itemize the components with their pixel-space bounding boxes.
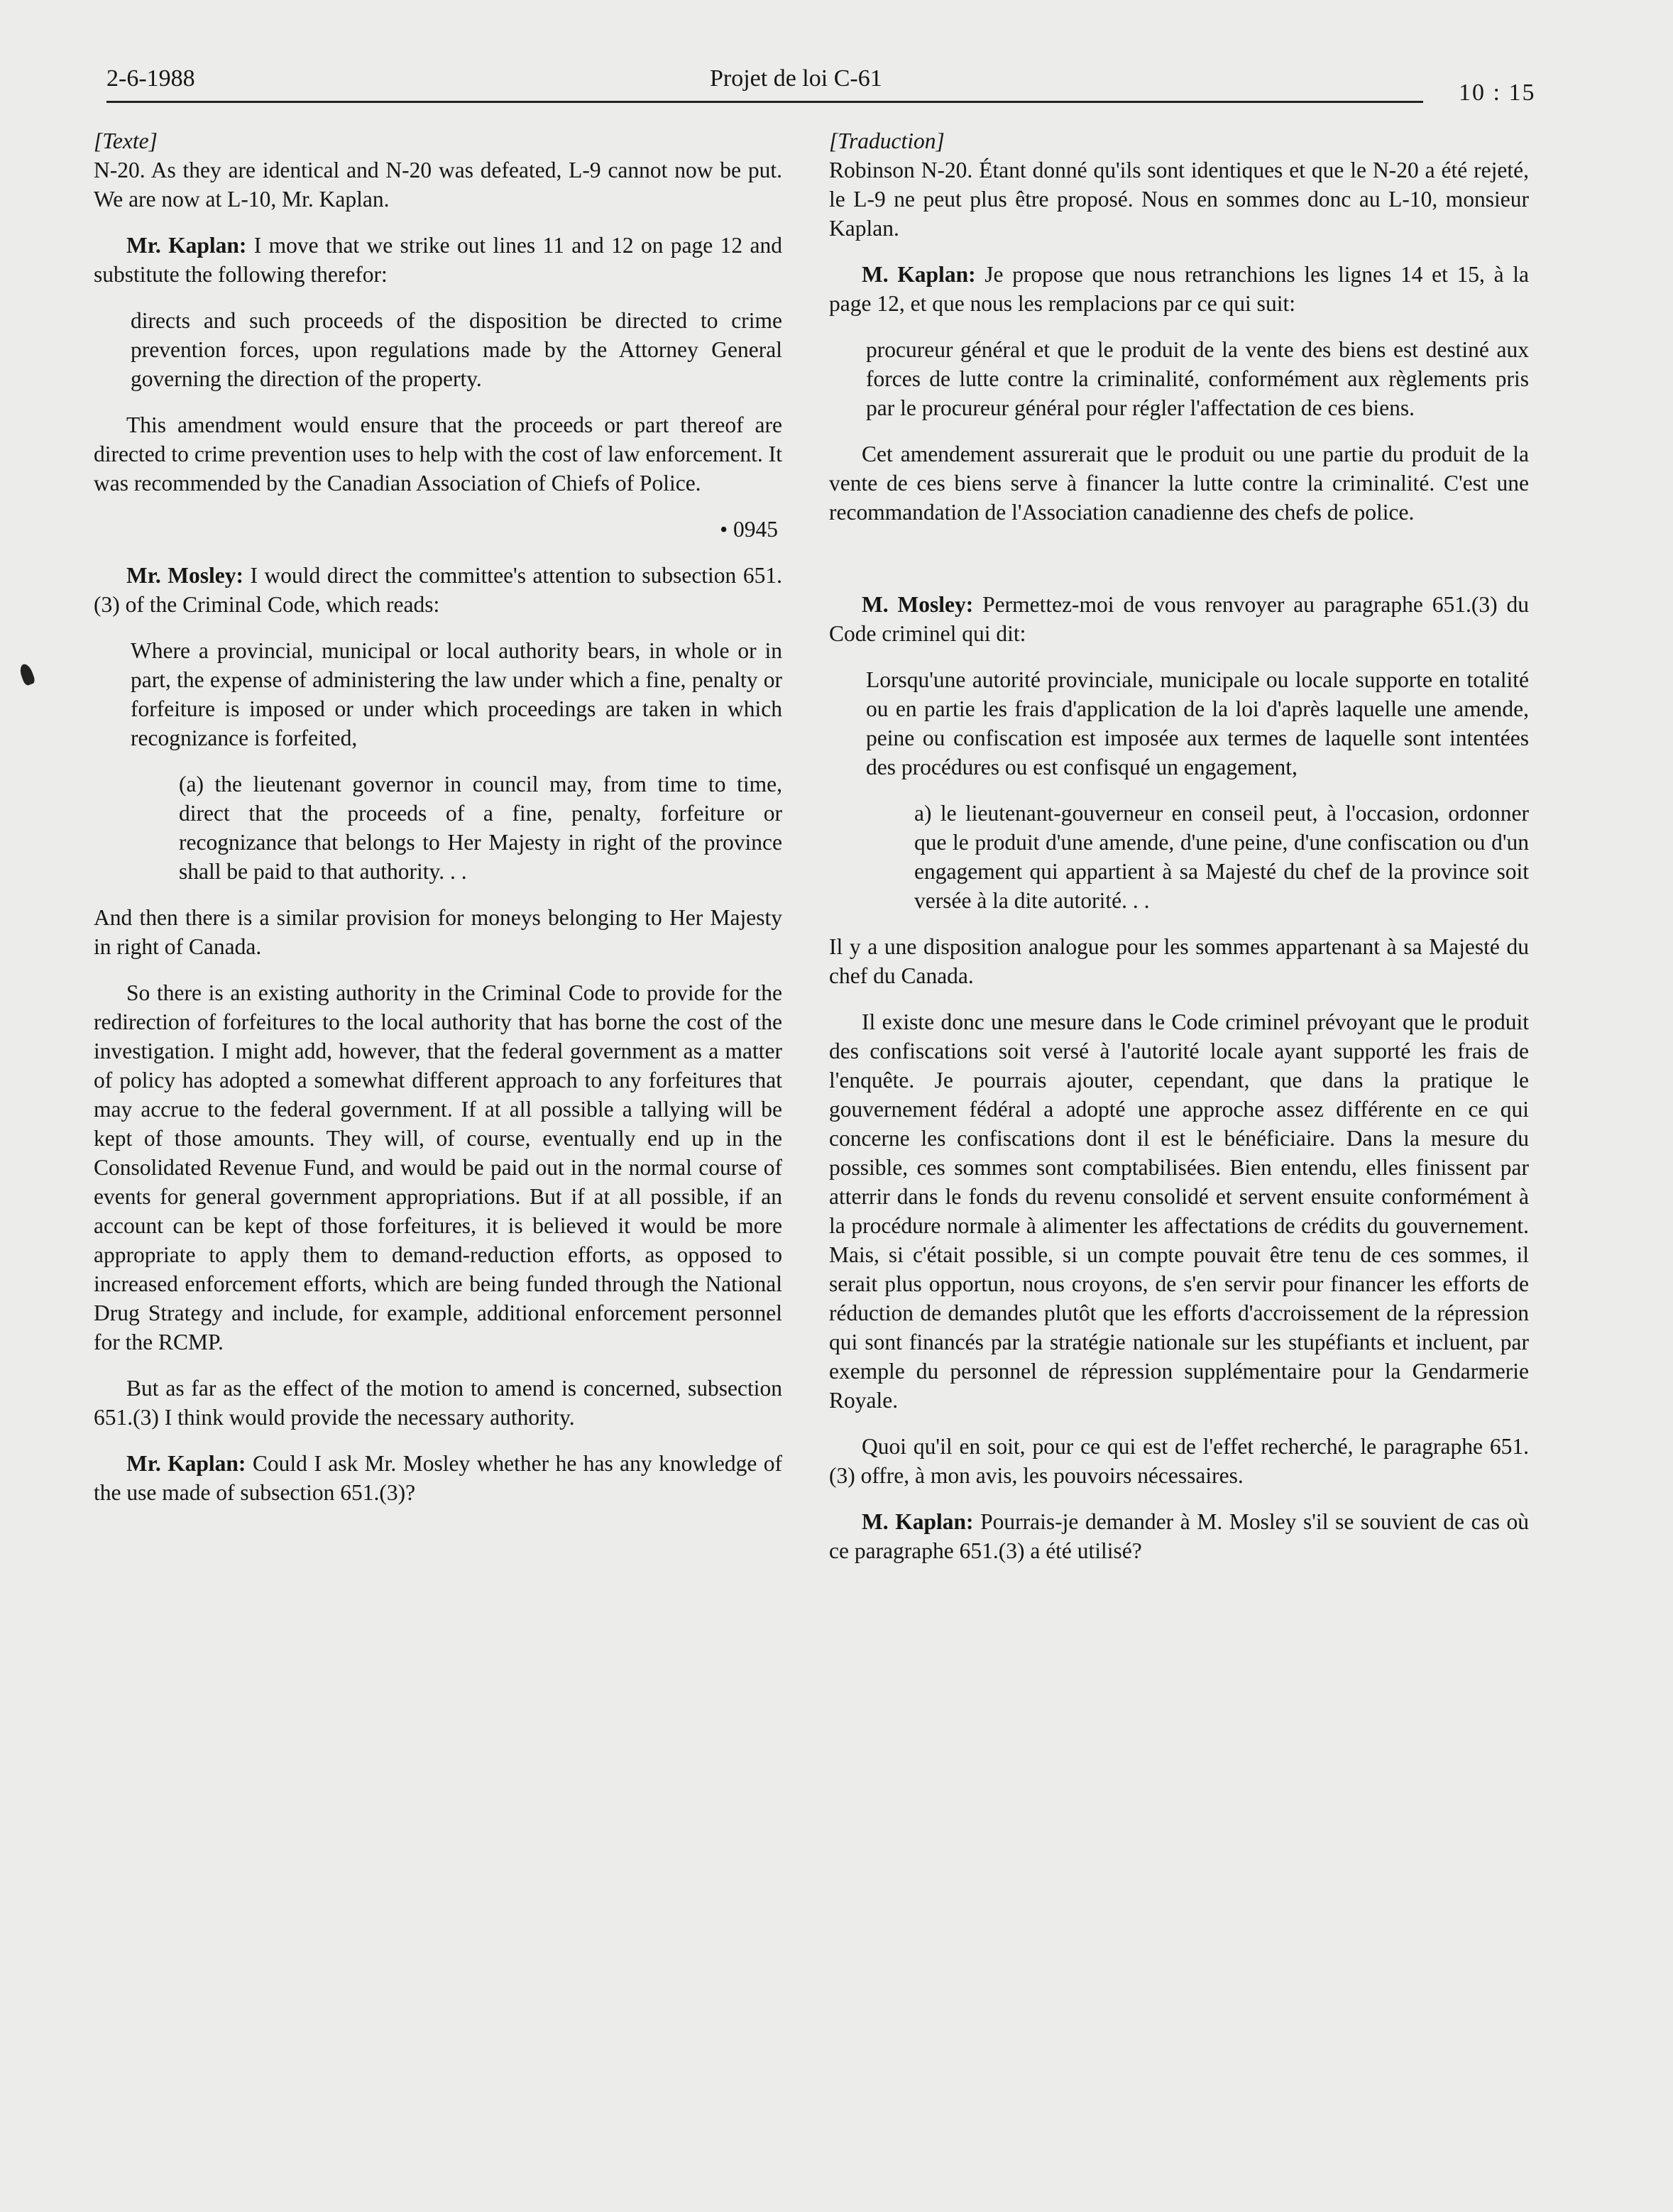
speech-text: Could I ask Mr. Mosley whether he has any knowledge of the use made of subsection 651.(3)? [94, 1451, 782, 1505]
french-label: [Traduction] [829, 128, 945, 153]
speech-text: I move that we strike out lines 11 and 12 on page 12 and substitute the following therefor: [94, 233, 783, 287]
speech-text: Permettez-moi de vous renvoyer au paragraphe 651.(3) du Code criminel qui dit: [829, 592, 1529, 646]
english-paragraph-4 [94, 561, 782, 619]
french-paragraph-3: Cet amendement assurerait que le produit ou une partie du produit de la vente de ces biens serve à financer la lutte contre la criminalité. C'est une recommandation de l'Association canadienne des chefs de police. [829, 442, 1529, 525]
english-paragraph-3: This amendment would ensure that the proceeds or part thereof are directed to crime prevention uses to help with the cost of law enforcement. It was recommended by the Canadian Association of Chiefs of Police. [94, 412, 782, 495]
french-paragraph-4 [829, 590, 1529, 648]
french-paragraph-6: Il existe donc une mesure dans le Code criminel prévoyant que le produit des confiscations soit versé à l'autorité locale ayant supporté les frais de l'enquête. Je pourrais ajouter, cependant, que dans la pratique le gouvernement fédéral a adopté une approche assez différente en ce qui concerne les confiscations dont il est le bénéficiaire. Dans la mesure du possible, ces sommes sont comptabilisées. Bien entendu, elles finissent par atterrir dans le fonds du revenu consolidé et servent ensuite conformément à la procédure normale à alimenter les affectations de crédits du gouvernement. Mais, si c'était possible, si un compte pouvait être tenu de ces sommes, il serait plus opportun, nous croyons, de s'en servir pour financer les efforts de réduction de demandes plutôt que les efforts d'accroissement de la répression qui sont financés par la stratégie nationale sur les stupéfiants et incluent, par exemple du personnel de répression supplémentaire pour la Gendarmerie Royale. [829, 1009, 1529, 1413]
speaker-name: M. Kaplan: [862, 262, 976, 287]
french-paragraph-5: Il y a une disposition analogue pour les sommes appartenant à sa Majesté du chef du Canada. [829, 934, 1529, 988]
french-paragraph-7: Quoi qu'il en soit, pour ce qui est de l'effet recherché, le paragraphe 651.(3) offre, à mon avis, les pouvoirs nécessaires. [829, 1434, 1529, 1488]
speaker-name: M. Kaplan: [862, 1509, 974, 1534]
english-paragraph-7: But as far as the effect of the motion to amend is concerned, subsection 651.(3) I think would provide the necessary authority. [94, 1376, 782, 1430]
speech-text: Je propose que nous retranchions les lignes 14 et 15, à la page 12, et que nous les remplacions par ce qui suit: [829, 262, 1529, 316]
french-quote-code: Lorsqu'une autorité provinciale, municipale ou locale supporte en totalité ou en partie les frais d'application de la loi d'après laquelle une amende, peine ou confiscation est imposée aux termes de laquelle sont intentées des procédures ou est confisqué un engagement, [866, 667, 1529, 779]
english-quote-amendment: directs and such proceeds of the disposition be directed to crime prevention forces, upon regulations made by the Attorney General governing the direction of the property. [131, 308, 782, 391]
english-paragraph-2 [94, 231, 782, 289]
speech-text: I would direct the committee's attention to subsection 651.(3) of the Criminal Code, which reads: [94, 563, 782, 617]
french-paragraph-2 [829, 260, 1529, 318]
french-quote-amendment: procureur général et que le produit de la vente des biens est destiné aux forces de lutte contre la criminalité, conformément aux règlements pris par le procureur général pour régler l'affectation de ces biens. [866, 337, 1529, 420]
header-rule [106, 101, 1423, 103]
speaker-name: Mr. Kaplan: [126, 1451, 246, 1476]
french-paragraph-1: Robinson N-20. Étant donné qu'ils sont identiques et que le N-20 a été rejeté, le L-9 ne peut plus être proposé. Nous en sommes donc au L-10, monsieur Kaplan. [829, 158, 1529, 241]
header-page-number: 10 : 15 [1459, 80, 1536, 106]
english-paragraph-8 [94, 1449, 782, 1507]
time-stamp: • 0945 [720, 517, 778, 542]
french-paragraph-8 [829, 1507, 1529, 1565]
english-column [94, 126, 782, 1524]
speaker-name: M. Mosley: [862, 592, 974, 617]
french-column [829, 126, 1529, 1582]
header-title: Projet de loi C-61 [710, 65, 882, 92]
speaker-name: Mr. Mosley: [126, 563, 243, 588]
speaker-name: Mr. Kaplan: [126, 233, 247, 258]
english-quote-code: Where a provincial, municipal or local authority bears, in whole or in part, the expense of administering the law under which a fine, penalty or forfeiture is imposed or under which proceedings are taken in which recognizance is forfeited, [131, 638, 782, 750]
french-quote-subsection-a: a) le lieutenant-gouverneur en conseil peut, à l'occasion, ordonner que le produit d'une amende, d'une peine, d'une confiscation ou d'un engagement qui appartient à sa Majesté du chef de la province soit versée à la dite autorité. . . [914, 801, 1529, 913]
english-quote-subsection-a: (a) the lieutenant governor in council may, from time to time, direct that the proceeds of a fine, penalty, forfeiture or recognizance that belongs to Her Majesty in right of the province shall be paid to that authority. . . [179, 772, 782, 884]
margin-mark [18, 662, 35, 686]
speech-text: Pourrais-je demander à M. Mosley s'il se souvient de cas où ce paragraphe 651.(3) a été utilisé? [829, 1509, 1529, 1563]
english-paragraph-6: So there is an existing authority in the Criminal Code to provide for the redirection of forfeitures to the local authority that has borne the cost of the investigation. I might add, however, that the federal government as a matter of policy has adopted a somewhat different approach to any forfeitures that may accrue to the federal government. If at all possible a tallying will be kept of those amounts. They will, of course, eventually end up in the Consolidated Revenue Fund, and would be paid out in the normal course of events for general government appropriations. But if at all possible, if an account can be kept of those forfeitures, it is believed it would be more appropriate to apply them to demand-reduction efforts, as opposed to increased enforcement efforts, which are being funded through the National Drug Strategy and include, for example, additional enforcement personnel for the RCMP. [94, 980, 782, 1354]
header-date: 2-6-1988 [106, 65, 195, 92]
english-paragraph-5: And then there is a similar provision for moneys belonging to Her Majesty in right of Canada. [94, 905, 782, 959]
english-label: [Texte] [94, 128, 158, 153]
english-paragraph-1: N-20. As they are identical and N-20 was defeated, L-9 cannot now be put. We are now at L-10, Mr. Kaplan. [94, 158, 782, 212]
